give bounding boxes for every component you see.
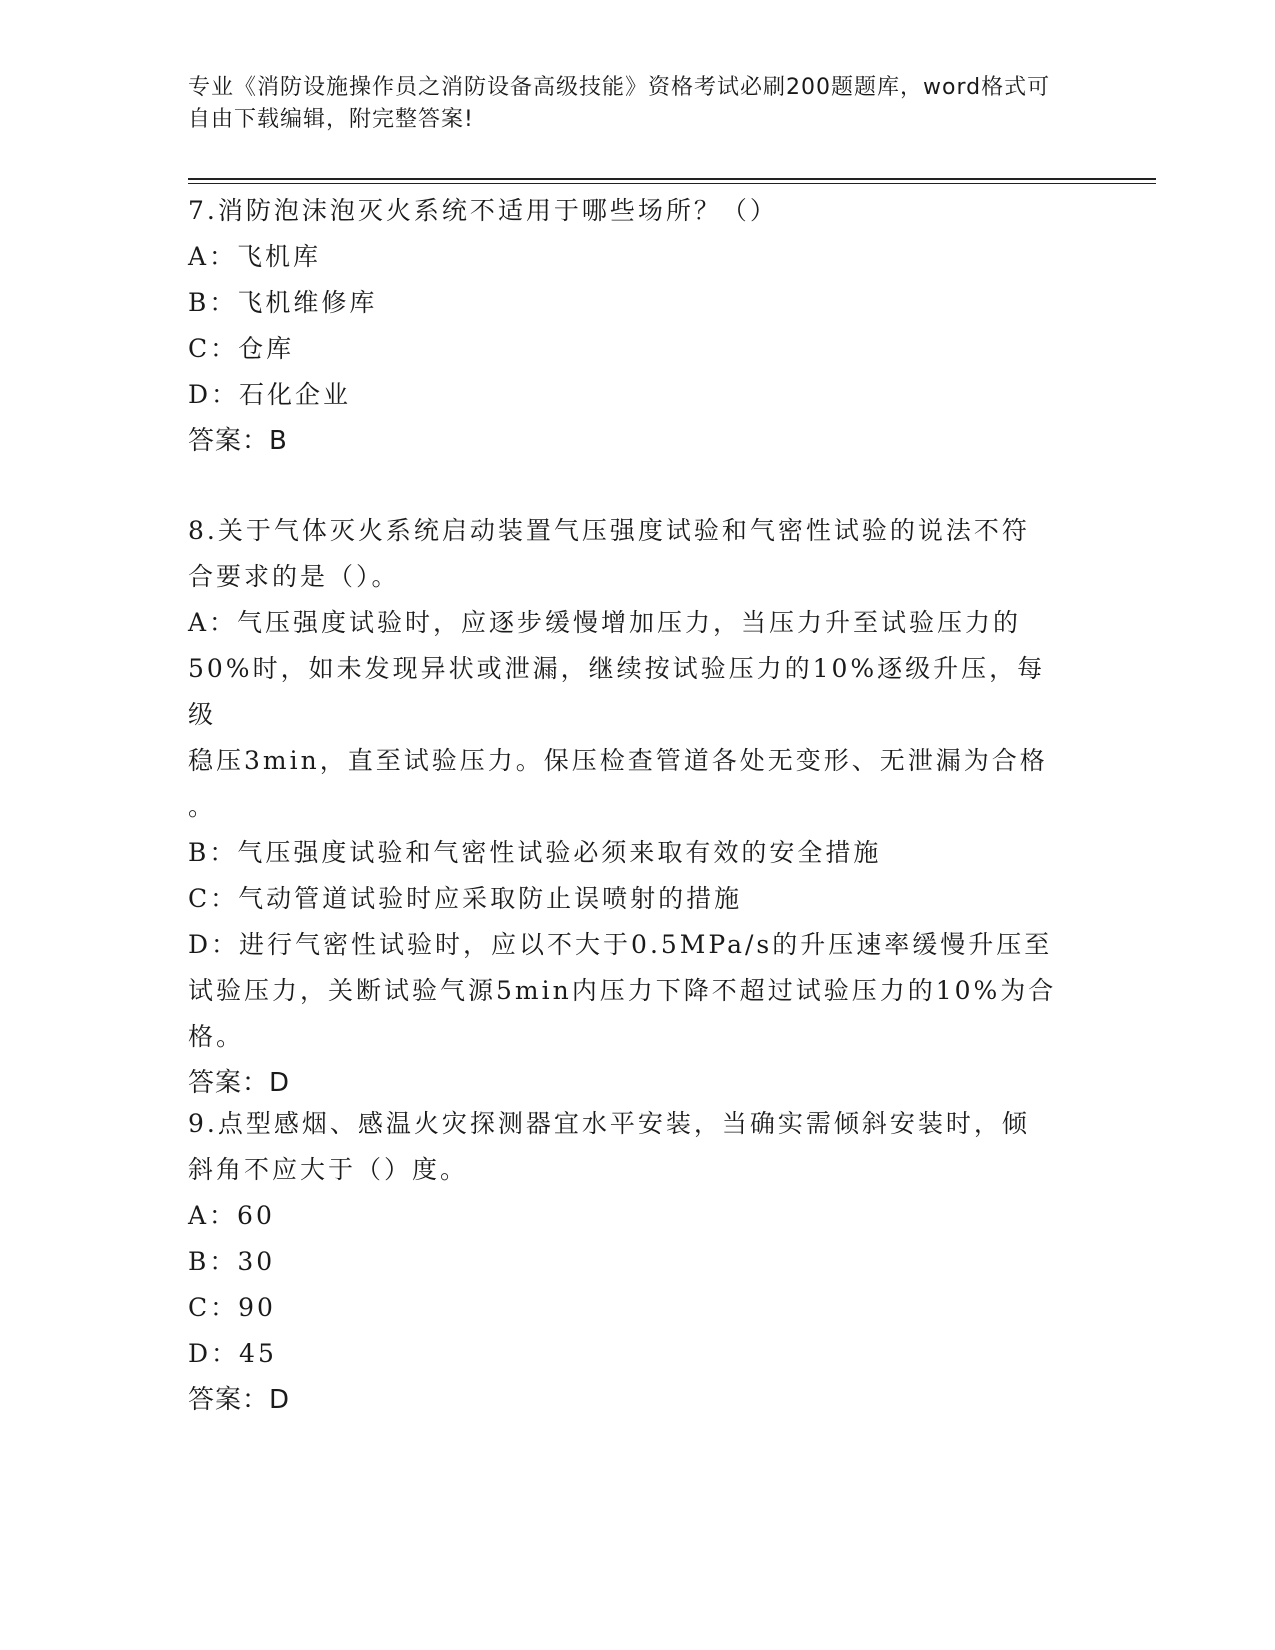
option-a: 50%时，如未发现异状或泄漏，继续按试验压力的10%逐级升压，每级 <box>188 654 1046 729</box>
header-divider-thick <box>188 178 1156 180</box>
question-7 <box>188 188 1068 464</box>
option-c: C：气动管道试验时应采取防止误喷射的措施 <box>188 884 743 913</box>
option-a: 稳压3min，直至试验压力。保压检查管道各处无变形、无泄漏为合格 <box>188 746 1048 775</box>
option-c: C：仓库 <box>188 334 295 363</box>
option-a: A：飞机库 <box>188 242 322 271</box>
question-stem: 合要求的是（）。 <box>188 562 400 591</box>
option-b: B：30 <box>188 1247 276 1276</box>
header-divider-thin <box>188 183 1156 184</box>
option-d: D：45 <box>188 1339 277 1368</box>
option-b: B：飞机维修库 <box>188 288 378 317</box>
option-d: 格。 <box>188 1022 245 1051</box>
option-a: 。 <box>188 792 217 821</box>
question-9 <box>188 1101 1068 1423</box>
option-c: C：90 <box>188 1293 276 1322</box>
question-stem: 8.关于气体灭火系统启动装置气压强度试验和气密性试验的说法不符 <box>188 516 1030 545</box>
option-a: A：60 <box>188 1201 275 1230</box>
question-8 <box>188 508 1068 1106</box>
option-a: A：气压强度试验时，应逐步缓慢增加压力，当压力升至试验压力的 <box>188 608 1022 637</box>
option-d: 试验压力，关断试验气源5min内压力下降不超过试验压力的10%为合 <box>188 976 1057 1005</box>
question-stem: 斜角不应大于（）度。 <box>188 1155 469 1184</box>
option-b: B：气压强度试验和气密性试验必须来取有效的安全措施 <box>188 838 882 867</box>
option-d: D：石化企业 <box>188 380 352 409</box>
answer-label: 答案：D <box>188 1068 291 1098</box>
option-d: D：进行气密性试验时，应以不大于0.5MPa/s的升压速率缓慢升压至 <box>188 930 1053 959</box>
document-header: 专业《消防设施操作员之消防设备高级技能》资格考试必刷200题题库，word格式可自由下载编辑，附完整答案! <box>188 75 1051 132</box>
question-stem: 9.点型感烟、感温火灾探测器宜水平安装，当确实需倾斜安装时，倾 <box>188 1109 1030 1138</box>
answer-label: 答案：B <box>188 426 288 456</box>
question-stem: 7.消防泡沫泡灭火系统不适用于哪些场所？（） <box>188 196 778 225</box>
answer-label: 答案：D <box>188 1385 291 1415</box>
